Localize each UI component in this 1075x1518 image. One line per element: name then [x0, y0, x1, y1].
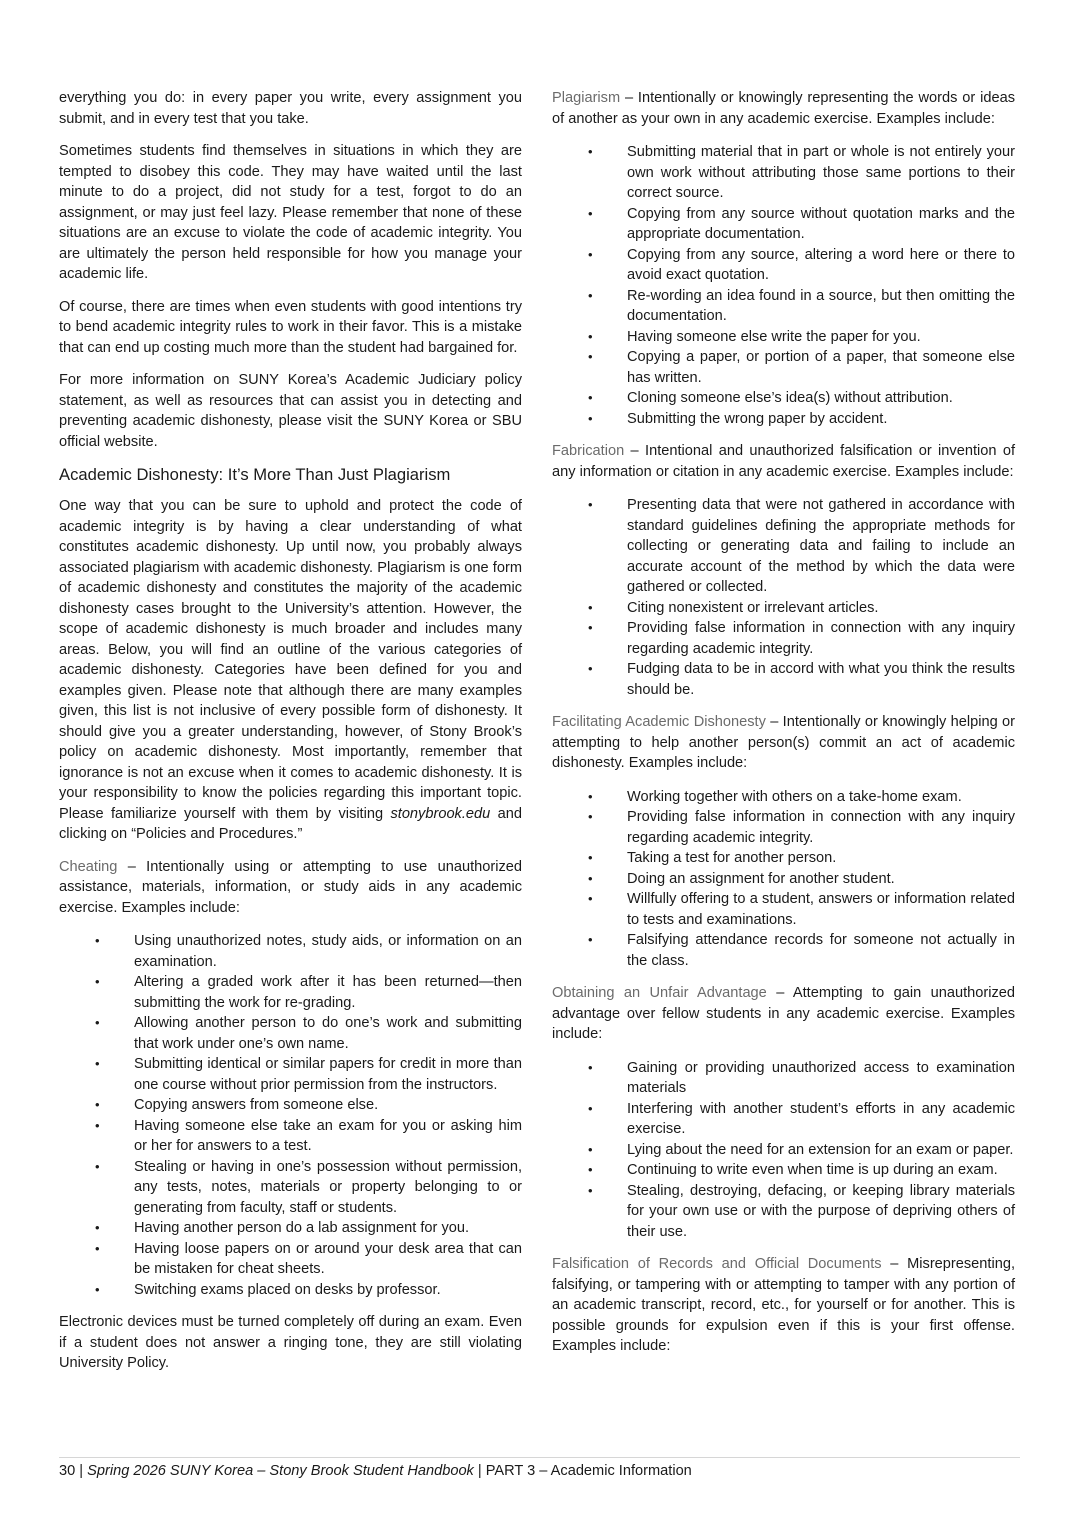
bullet-icon: •: [588, 850, 593, 865]
bullet-icon: •: [95, 1117, 100, 1133]
list-item-text: Having someone else take an exam for you or asking him or her for answers to a test.: [134, 1117, 522, 1154]
list-item-text: Copying from any source without quotation marks and the appropriate documentation.: [627, 205, 1015, 242]
bullet-icon: •: [588, 1182, 593, 1198]
category-term: Fabrication: [552, 443, 625, 459]
list-item-text: Presenting data that were not gathered in accordance with standard guidelines defining the appropriate methods for collecting or generating data and failing to include an accurate account of the method by which the data were gathered or collected.: [627, 497, 1015, 595]
list-item: [588, 869, 1015, 890]
list-item-text: Copying a paper, or portion of a paper, that someone else has written.: [627, 349, 1015, 386]
bullet-icon: •: [588, 328, 593, 344]
footer-divider: [59, 1457, 1020, 1458]
category-term: Obtaining an Unfair Advantage: [552, 985, 767, 1001]
category-definition: – Attempting to gain unauthorized advantage over fellow students in any academic exercise. Examples include:: [552, 985, 1015, 1042]
bullet-icon: •: [588, 870, 593, 886]
list-item: [95, 1280, 522, 1301]
list-item: [95, 1218, 522, 1239]
bullet-icon: •: [588, 1100, 593, 1116]
list-item-text: Having loose papers on or around your desk area that can be mistaken for cheat sheets.: [134, 1240, 522, 1277]
bullet-icon: •: [588, 788, 593, 804]
list-item: [588, 807, 1015, 848]
bullet-icon: •: [588, 144, 593, 159]
bullet-icon: •: [588, 620, 593, 635]
bullet-icon: •: [95, 1220, 100, 1235]
list-item: [588, 388, 1015, 409]
list-item-text: Having someone else write the paper for you.: [627, 328, 921, 345]
list-item-text: Taking a test for another person.: [627, 850, 837, 866]
section-heading: Academic Dishonesty: It’s More Than Just Plagiarism: [59, 465, 451, 484]
list-item: [588, 930, 1015, 971]
list-item: [588, 659, 1015, 700]
list-item: [588, 618, 1015, 659]
category-term: Cheating: [59, 858, 118, 875]
bullet-icon: •: [588, 932, 593, 947]
category-definition-unfair-advantage: [552, 983, 1015, 1045]
category-definition-falsification: [552, 1254, 1015, 1357]
list-item-text: Providing false information in connection with any inquiry regarding academic integrity.: [627, 809, 1015, 846]
list-item-text: Copying from any source, altering a word here or there to avoid exact quotation.: [627, 246, 1015, 283]
list-item: [588, 598, 1015, 619]
page-footer: [59, 1461, 692, 1481]
page-number: 30: [59, 1463, 76, 1479]
list-item: [588, 245, 1015, 286]
category-definition: – Intentional and unauthorized falsification or invention of any information or citation in any academic exercise. Examples include:: [552, 443, 1015, 480]
bullet-icon: •: [588, 661, 593, 676]
list-item: [95, 1054, 522, 1095]
section-name: PART 3 – Academic Information: [485, 1463, 692, 1479]
bullet-icon: •: [95, 1015, 100, 1030]
list-item: [95, 1013, 522, 1054]
bullet-icon: •: [588, 205, 593, 221]
list-item: [95, 1116, 522, 1157]
bullet-icon: •: [95, 1281, 100, 1297]
footer-separator: |: [473, 1463, 486, 1479]
bullet-icon: •: [588, 809, 593, 824]
list-item-text: Cloning someone else’s idea(s) without attribution.: [627, 390, 953, 406]
category-definition: – Intentionally or knowingly representing the words or ideas of another as your own in any academic exercise. Examples include:: [552, 90, 1015, 127]
right-column: [552, 88, 1015, 1369]
list-item: [95, 972, 522, 1013]
bullet-icon: •: [588, 1162, 593, 1177]
bullet-icon: •: [588, 1059, 593, 1075]
example-list: [552, 142, 1015, 429]
example-list: [552, 495, 1015, 700]
bullet-icon: •: [95, 1056, 100, 1071]
category-definition: – Intentionally or knowingly helping or attempting to help another person(s) commit an act of academic dishonesty. Examples include:: [552, 714, 1015, 771]
website-reference: stonybrook.edu: [390, 805, 491, 822]
list-item: [588, 1181, 1015, 1243]
paragraph: [59, 496, 522, 845]
bullet-icon: •: [95, 1158, 100, 1174]
list-item: [588, 495, 1015, 598]
list-item: [588, 1160, 1015, 1181]
paragraph-text: One way that you can be sure to uphold and protect the code of academic integrity is by having a clear understanding of what constitutes academic dishonesty. Up until now, you probably always associated plagiarism with academic dishonesty. Plagiarism is one form of academic dishonesty and constitutes the majority of the academic dishonesty cases brought to the University’s attention. However, the scope of academic dishonesty is much broader and includes many areas. Below, you will find an outline of the various categories of academic dishonesty. Categories have been defined for you and examples given. Please note that although there are many examples given, this list is not inclusive of every possible form of dishonesty. It should give you a greater understanding, however, of Stony Brook’s policy on academic dishonesty. Most importantly, remember that ignorance is not an excuse when it comes to academic dishonesty. It is your responsibility to know the policies regarding this important topic. Please familiarize yourself with them by visiting: [59, 498, 522, 822]
list-item-text: Submitting material that in part or whole is not entirely your own work without attributing those same portions to their correct source.: [627, 144, 1015, 201]
category-term: Falsification of Records and Official Documents: [552, 1256, 882, 1272]
paragraph: Sometimes students find themselves in situations in which they are tempted to disobey this code. They may have waited until the last minute to do a project, did not study for a test, forgot to do an assignment, or may just feel lazy. Please remember that none of these situations are an excuse to violate the code of academic integrity. You are ultimately the person held responsible for how you manage your academic life.: [59, 143, 522, 282]
list-item-text: Providing false information in connection with any inquiry regarding academic integrity.: [627, 620, 1015, 657]
category-definition-fabrication: [552, 441, 1015, 482]
list-item-text: Having another person do a lab assignment for you.: [134, 1220, 470, 1236]
list-item: [95, 1239, 522, 1280]
list-item: [588, 787, 1015, 808]
category-term: Facilitating Academic Dishonesty: [552, 714, 766, 730]
list-item-text: Doing an assignment for another student.: [627, 870, 895, 887]
list-item: [588, 409, 1015, 430]
list-item-text: Interfering with another student’s efforts in any academic exercise.: [627, 1100, 1015, 1137]
list-item-text: Submitting the wrong paper by accident.: [627, 410, 888, 427]
list-item: [95, 931, 522, 972]
list-item-text: Working together with others on a take-home exam.: [627, 788, 962, 805]
list-item-text: Fudging data to be in accord with what you think the results should be.: [627, 661, 1015, 698]
example-list: [552, 787, 1015, 972]
example-list: [552, 1058, 1015, 1243]
list-item-text: Submitting identical or similar papers for credit in more than one course without prior permission from the instructors.: [134, 1056, 522, 1093]
list-item: [588, 1099, 1015, 1140]
list-item: [588, 204, 1015, 245]
list-item-text: Stealing or having in one’s possession without permission, any tests, notes, materials or property belonging to or generating from faculty, staff or students.: [134, 1158, 522, 1216]
list-item: [95, 1157, 522, 1219]
list-item-text: Willfully offering to a student, answers or information related to tests and examinations.: [627, 891, 1015, 928]
bullet-icon: •: [588, 349, 593, 364]
list-item-text: Using unauthorized notes, study aids, or information on an examination.: [134, 933, 522, 970]
list-item-text: Continuing to write even when time is up during an exam.: [627, 1162, 998, 1178]
bullet-icon: •: [588, 410, 593, 426]
list-item-text: Altering a graded work after it has been returned—then submitting the work for re-grading.: [134, 974, 522, 1011]
list-item-text: Allowing another person to do one’s work and submitting that work under one’s own name.: [134, 1015, 522, 1052]
list-item: [588, 142, 1015, 204]
bullet-icon: •: [588, 287, 593, 303]
list-item: [588, 889, 1015, 930]
left-column: [59, 88, 522, 1386]
list-item-text: Switching exams placed on desks by professor.: [134, 1281, 441, 1298]
footer-separator: |: [75, 1463, 88, 1479]
list-item: [588, 1058, 1015, 1099]
paragraph-text: and clicking on “Policies and Procedures.”: [59, 805, 522, 842]
category-definition-facilitating: [552, 712, 1015, 774]
category-definition: – Misrepresenting, falsifying, or tampering with or attempting to tamper with any portion of an academic transcript, record, etc., for yourself or for another. This is possible grounds for expulsion even if this is your first offense. Examples include:: [552, 1256, 1015, 1354]
list-item-text: Citing nonexistent or irrelevant articles.: [627, 599, 879, 616]
bullet-icon: •: [588, 390, 593, 405]
list-item: [588, 286, 1015, 327]
category-definition-plagiarism: [552, 88, 1015, 129]
bullet-icon: •: [588, 246, 593, 262]
list-item-text: Gaining or providing unauthorized access to examination materials: [627, 1059, 1015, 1096]
bullet-icon: •: [588, 891, 593, 906]
example-list: [59, 931, 522, 1300]
list-item: [588, 327, 1015, 348]
list-item: [95, 1095, 522, 1116]
bullet-icon: •: [95, 974, 100, 989]
bullet-icon: •: [588, 599, 593, 615]
list-item: [588, 347, 1015, 388]
bullet-icon: •: [588, 497, 593, 512]
bullet-icon: •: [95, 933, 100, 948]
list-item-text: Stealing, destroying, defacing, or keeping library materials for your own use or with the purpose of depriving others of their use.: [627, 1182, 1015, 1240]
paragraph: For more information on SUNY Korea’s Academic Judiciary policy statement, as well as resources that can assist you in detecting and preventing academic dishonesty, please visit the SUNY Korea or SBU official website.: [59, 372, 522, 450]
list-item-text: Copying answers from someone else.: [134, 1097, 379, 1113]
paragraph: Of course, there are times when even students with good intentions try to bend academic integrity rules to work in their favor. This is a mistake that can end up costing much more than the student had bargained for.: [59, 298, 522, 356]
list-item: [588, 1140, 1015, 1161]
list-item-text: Lying about the need for an extension for an exam or paper.: [627, 1141, 1014, 1158]
category-definition: – Intentionally using or attempting to use unauthorized assistance, materials, information, or study aids in any academic exercise. Examples include:: [59, 858, 522, 916]
bullet-icon: •: [95, 1240, 100, 1256]
paragraph: Electronic devices must be turned completely off during an exam. Even if a student does not answer a ringing tone, they are still violating University Policy.: [59, 1314, 522, 1371]
category-term: Plagiarism: [552, 90, 621, 106]
bullet-icon: •: [588, 1141, 593, 1157]
handbook-title: Spring 2026 SUNY Korea – Stony Brook Student Handbook: [87, 1463, 474, 1479]
list-item: [588, 848, 1015, 869]
paragraph: everything you do: in every paper you write, every assignment you submit, and in every test that you take.: [59, 90, 522, 127]
category-definition-cheating: [59, 857, 522, 919]
bullet-icon: •: [95, 1097, 100, 1112]
list-item-text: Falsifying attendance records for someone not actually in the class.: [627, 932, 1015, 969]
list-item-text: Re-wording an idea found in a source, but then omitting the documentation.: [627, 287, 1015, 324]
